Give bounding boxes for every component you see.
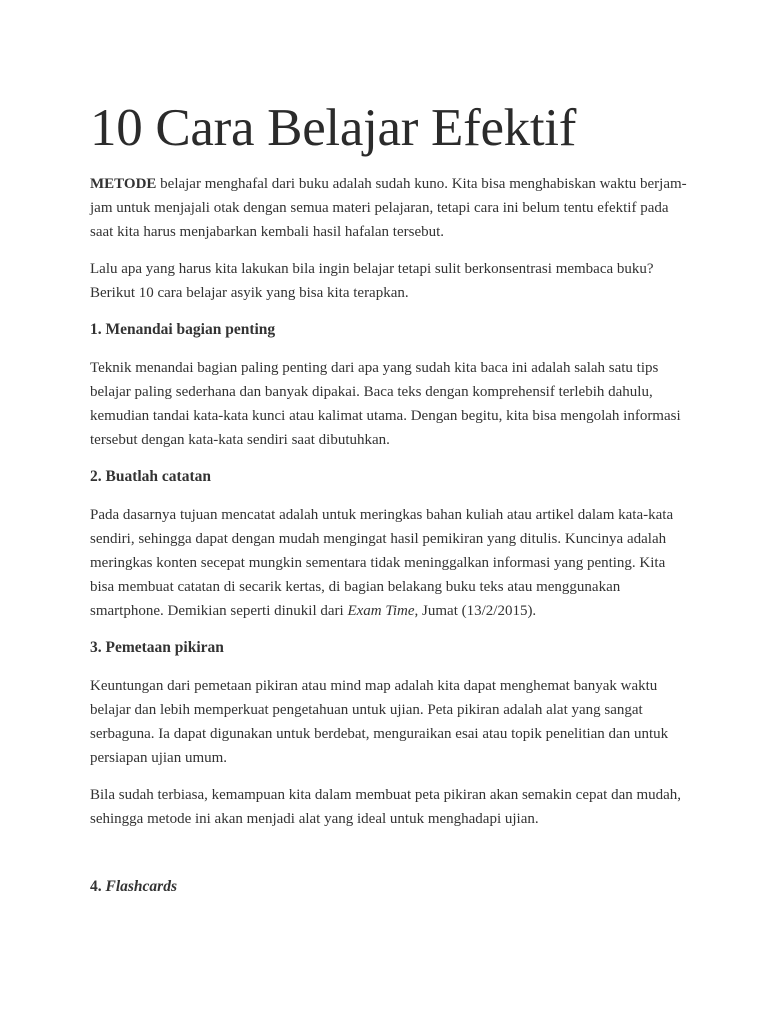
section-3-paragraph-1: Keuntungan dari pemetaan pikiran atau mind map adalah kita dapat menghemat banyak waktu belajar dan lebih memperkuat pengetahuan untuk ujian. Peta pikiran adalah alat yang sangat serbaguna. Ia dapat digunakan untuk berdebat, menguraikan esai atau topik penelitian dan untuk persiapan ujian umum. <box>90 678 669 766</box>
section-2-text-after: , Jumat (13/2/2015). <box>414 603 537 619</box>
intro-paragraph-2: Lalu apa yang harus kita lakukan bila ingin belajar tetapi sulit berkonsentrasi membaca buku? Berikut 10 cara belajar asyik yang bisa kita terapkan. <box>90 261 654 301</box>
intro-lead-word: METODE <box>90 176 157 192</box>
section-heading-4 <box>90 875 690 899</box>
section-2-paragraph <box>90 503 690 623</box>
section-heading-3: 3. Pemetaan pikiran <box>90 639 224 656</box>
section-4-title: Flashcards <box>105 878 177 895</box>
section-heading-1: 1. Menandai bagian penting <box>90 321 276 338</box>
document-page <box>90 98 690 899</box>
intro-text: belajar menghafal dari buku adalah sudah kuno. Kita bisa menghabiskan waktu berjam-jam untuk menjajali otak dengan semua materi pelajaran, tetapi cara ini belum tentu efektif pada saat kita harus menjabarkan kembali hasil hafalan tersebut. <box>90 176 687 240</box>
section-1-paragraph: Teknik menandai bagian paling penting dari apa yang sudah kita baca ini adalah salah satu tips belajar paling sederhana dan banyak dipakai. Baca teks dengan komprehensif terlebih dahulu, kemudian tandai kata-kata kunci atau kalimat utama. Dengan begitu, kita bisa mengolah informasi tersebut dengan kata-kata sendiri saat dibutuhkan. <box>90 360 681 448</box>
intro-paragraph <box>90 172 690 244</box>
document-title: 10 Cara Belajar Efektif <box>90 99 577 157</box>
section-heading-2: 2. Buatlah catatan <box>90 468 211 485</box>
section-2-text-before: Pada dasarnya tujuan mencatat adalah untuk meringkas bahan kuliah atau artikel dalam kata-kata sendiri, sehingga dapat dengan mudah mengingat hasil pemikiran yang ditulis. Kuncinya adalah meringkas konten secepat mungkin sementara tidak meninggalkan informasi yang penting. Kita bisa membuat catatan di secarik kertas, di bagian belakang buku teks atau menggunakan smartphone. Demikian seperti dinukil dari <box>90 507 674 619</box>
section-4-number: 4. <box>90 878 106 895</box>
section-3-paragraph-2: Bila sudah terbiasa, kemampuan kita dalam membuat peta pikiran akan semakin cepat dan mudah, sehingga metode ini akan menjadi alat yang ideal untuk menghadapi ujian. <box>90 787 682 827</box>
section-2-source-name: Exam Time <box>347 603 415 619</box>
